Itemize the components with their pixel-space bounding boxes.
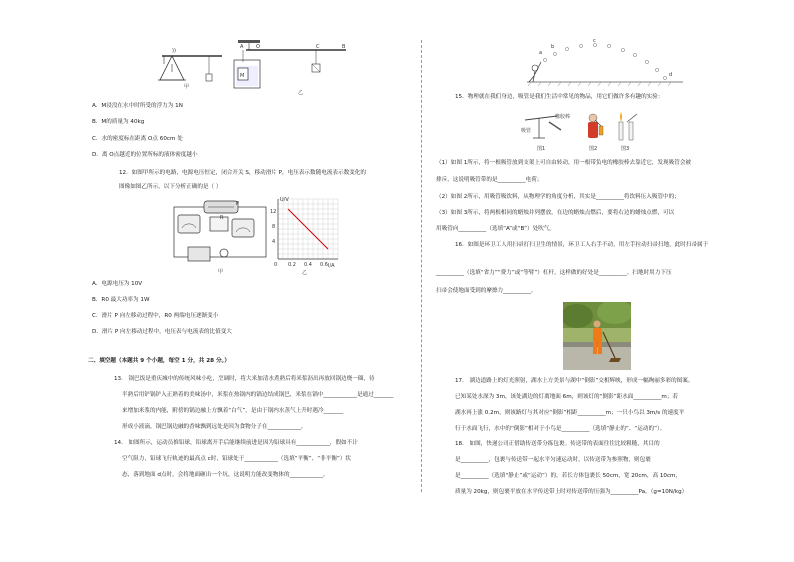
circuit-diagram	[170, 195, 270, 275]
x-tick-0.2: 0.2	[288, 262, 296, 268]
x-tick-0.4: 0.4	[304, 262, 312, 268]
q17-line2: 已知某处水深为 3m，该处湖边的灯离地面 6m，则该灯的“倒影”距水面__________m；若	[455, 394, 679, 400]
point-a-label: A	[240, 44, 244, 50]
chart-caption-yi: 乙	[302, 270, 308, 276]
shot-put-trajectory	[525, 38, 685, 90]
q17-line3: 湖水再上涨 0.2m，则该路灯与其对应“倒影”相距__________m；一只小鸟以 3m/s 的速度平	[455, 410, 685, 416]
q18-line4: 质量为 20kg，则包裹平放在水平传送带上时对传送带的压强为__________Pa。（g=10N/kg）	[455, 489, 688, 495]
q12-option-b: B．R0 最大功率为 1W	[92, 297, 150, 303]
q13-line3: 来增加米浆的内能，附傍的锅边融上方飘着“白气”，是由于锅内水蒸气上升时遇冷_______	[122, 408, 344, 414]
q15-line4: （3）如图 3所示，将两根相同的蜡烛并列摆放，在边的蜡烛点燃后，要将右边的蜡烛点燃，可以	[436, 210, 675, 216]
point-a-traj: a	[539, 50, 543, 56]
q11-option-b: B．M的质量为 40kg	[92, 119, 145, 125]
q12-option-c: C．滑片 P 向左移动过程中，R0 两端电压逐渐变小	[92, 313, 219, 319]
x-tick-0.6: 0.6	[320, 262, 328, 268]
straw-experiments-figure	[515, 108, 645, 152]
q15-stem: 15．物理就在我们身边，吸管是我们生活中常见的物品，用它们做许多有趣的实验：	[455, 94, 664, 100]
point-c-label: C	[316, 44, 320, 50]
y-tick-8: 8	[272, 224, 276, 230]
figure-caption-jia: 甲	[184, 84, 190, 90]
point-b-label: B	[342, 44, 346, 50]
fig3-caption: 图3	[621, 146, 630, 152]
q15-line1: （1）如图 1所示，将一根吸管放到支架上可自由转动，用一根带负电的橡胶棒去靠近它，发现吸管会被	[436, 160, 692, 166]
box-m-label: M	[240, 73, 245, 79]
q15-line2: 排斥，这说明吸管带的是__________电荷；	[436, 177, 543, 183]
lever-figure	[150, 34, 350, 94]
q14-line2: 空气阻力，铅球飞行轨迹的最高点 c时，铅球处于____________（选填“平衡”、“非平衡”）状	[122, 456, 352, 462]
q14-line3: 态，落到地面 d点时，会将地面砸出一个坑，这说明力能改变物体的____________。	[122, 472, 329, 478]
q11-option-a: A．M浸没在水中时所受的浮力为 1N	[92, 103, 183, 109]
q17-line1: 17． 湖边道路上的灯光照射，湖水上方美景与湖中“倒影”交相辉映，形成一幅绚丽多彩的图案。	[455, 378, 694, 384]
figure-mark: ))	[172, 48, 176, 54]
q18-line1: 18． 如图，快递公司正借助传送带分拣包裹。传送带的表面往往比较粗糙，其目的	[455, 441, 660, 447]
q12-stem-line1: 12．如图甲所示的电路，电源电压恒定，闭合开关 S，移动滑片 P，电压表示数随电流表示数变化的	[119, 170, 366, 176]
ui-chart	[262, 195, 342, 275]
q13-line1: 13． 锅巴饭是重庆城中的传统风味小吃，烹调时，将大米加清水煮熟后将米浆沥出再放回锅边烧一圈，待	[114, 376, 375, 382]
point-b-traj: b	[551, 44, 555, 50]
q15-line3: （2）如图 2所示，用吸管吸饮料，从物理学的角度分析，其实是__________将饮料压入吸管中的；	[436, 194, 680, 200]
q13-line2: 半熟后用铲锅铲入正熟着的美味汤中，米浆在热锅内的锅边结成锅巴，米浆在锅中____________是通过_______	[122, 392, 394, 398]
fig1-caption: 图1	[537, 146, 546, 152]
point-d-traj: d	[669, 72, 673, 78]
resistor-r-label: R	[220, 215, 224, 221]
chart-ylabel: U/V	[280, 197, 289, 203]
q16-line3: 扫帚会使地面受到的摩擦力__________。	[436, 288, 537, 294]
straw-label: 吸管	[521, 128, 532, 134]
column-divider	[421, 40, 422, 492]
y-tick-4: 4	[272, 239, 276, 245]
y-tick-12: 12	[270, 209, 277, 215]
section-2-heading: 二、填空题（本题共 9 个小题，每空 1 分，共 28 分。）	[88, 358, 230, 364]
x-tick-0: 0	[274, 262, 278, 268]
q11-option-c: C．水的密度标在距离 O点 60cm 处	[92, 136, 183, 142]
q16-line1: 16．如图是环卫工人用扫帚打扫卫生的情景，环卫工人右手不动，用左手拉动扫帚扫地，此时扫帚属于	[455, 242, 709, 248]
slider-p-label: P	[236, 201, 240, 207]
fig2-caption: 图2	[589, 146, 598, 152]
q12-option-a: A．电源电压为 10V	[92, 281, 143, 287]
q12-option-d: D．滑片 P 向左移动过程中，电压表与电流表的比值变大	[92, 329, 232, 335]
rubber-rod-label: 橡胶棒	[555, 114, 571, 120]
q11-option-d: D．离 O点越近的位置所标的液体密度越小	[92, 152, 198, 158]
q12-stem-line2: 图像如图乙所示，以下分析正确的是（ ）	[119, 184, 222, 190]
q18-line3: 是__________（选填“静止”或“运动”）的。若长方体包裹长 50cm，宽 20cm，高 10cm，	[455, 473, 682, 479]
q13-line4: 形成小液滴，锅巴锅边融的香味飘到远处是因为食物分子在____________。	[122, 424, 307, 430]
point-o-label: O	[256, 44, 260, 50]
q18-line2: 是__________，包裹与传送带一起水平匀速运动时，以传送带为参照物，则包裹	[455, 457, 651, 463]
sweeper-photo	[563, 302, 631, 370]
q17-line4: 行于水面飞行，水中的“倒影”相对于小鸟是__________（选填“静止的”、“运动的”）。	[455, 426, 666, 432]
q16-line2: __________（选填“省力”“费力”或“等臂”）杠杆，这样做的好处是__________。扫地时用力下压	[436, 270, 672, 276]
point-c-traj: c	[593, 38, 596, 44]
circuit-caption-jia: 甲	[218, 269, 224, 275]
chart-xlabel: I/A	[328, 263, 335, 269]
q14-line1: 14． 如图所示，运动员推铅球，铅球离开手后能继续前进是因为铅球具有____________，假如不计	[114, 440, 358, 446]
figure-caption-yi: 乙	[298, 90, 304, 96]
q15-line5: 用吸管向__________（选填“A”或“B”）处吹气。	[436, 226, 555, 232]
